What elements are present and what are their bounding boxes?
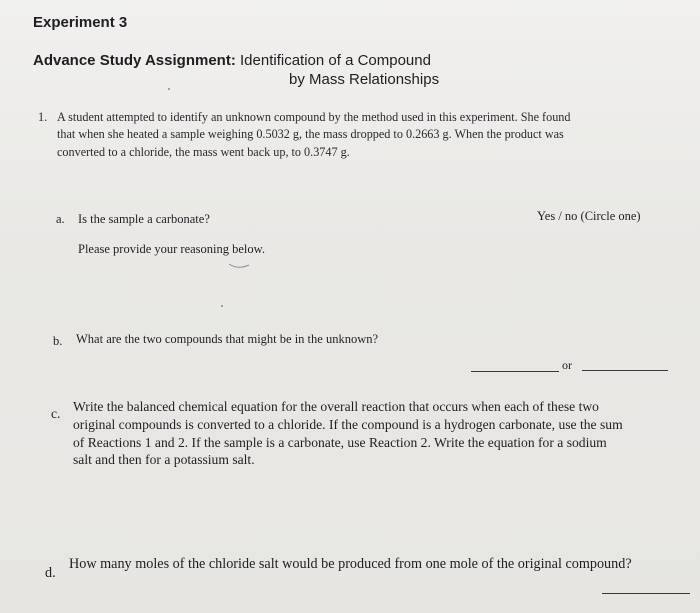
part-c-text-line: Write the balanced chemical equation for the overall reaction that occurs when each of these two xyxy=(73,399,599,414)
part-c-text-line: of Reactions 1 and 2. If the sample is a carbonate, use Reaction 2. Write the equation for a sodium xyxy=(73,435,607,450)
part-c-letter: c. xyxy=(51,406,61,421)
or-label: or xyxy=(562,358,572,372)
question-text-line: A student attempted to identify an unknown compound by the method used in this experiment. She found xyxy=(57,110,571,124)
part-c-text-line: salt and then for a potassium salt. xyxy=(73,452,255,467)
part-a-question: Is the sample a carbonate? xyxy=(78,212,210,226)
question-text-line: converted to a chloride, the mass went back up, to 0.3747 g. xyxy=(57,145,350,159)
assignment-label: Advance Study Assignment: xyxy=(33,52,236,69)
answer-blank-moles[interactable] xyxy=(602,593,690,594)
paper-speck xyxy=(221,305,223,307)
assignment-subtitle: by Mass Relationships xyxy=(289,71,440,88)
experiment-title: Experiment 3 xyxy=(33,14,128,31)
answer-blank-compound-1[interactable] xyxy=(471,371,559,372)
part-b-question: What are the two compounds that might be in the unknown? xyxy=(76,332,379,346)
question-number: 1. xyxy=(38,110,48,124)
answer-blank-compound-2[interactable] xyxy=(582,370,668,371)
assignment-heading xyxy=(33,52,431,69)
pencil-mark xyxy=(228,262,250,270)
part-a-letter: a. xyxy=(56,212,65,226)
yes-no-choice[interactable]: Yes / no (Circle one) xyxy=(537,209,641,223)
part-d-letter: d. xyxy=(45,565,56,581)
part-d-question: How many moles of the chloride salt would be produced from one mole of the original compound? xyxy=(69,556,632,572)
question-text-line: that when she heated a sample weighing 0.5032 g, the mass dropped to 0.2663 g. When the product was xyxy=(57,127,564,141)
paper-speck xyxy=(168,88,170,90)
reasoning-instruction: Please provide your reasoning below. xyxy=(78,242,265,256)
assignment-title: Identification of a Compound xyxy=(240,52,431,69)
part-b-letter: b. xyxy=(53,334,63,348)
part-c-text-line: original compounds is converted to a chloride. If the compound is a hydrogen carbonate, use the sum xyxy=(73,417,623,432)
